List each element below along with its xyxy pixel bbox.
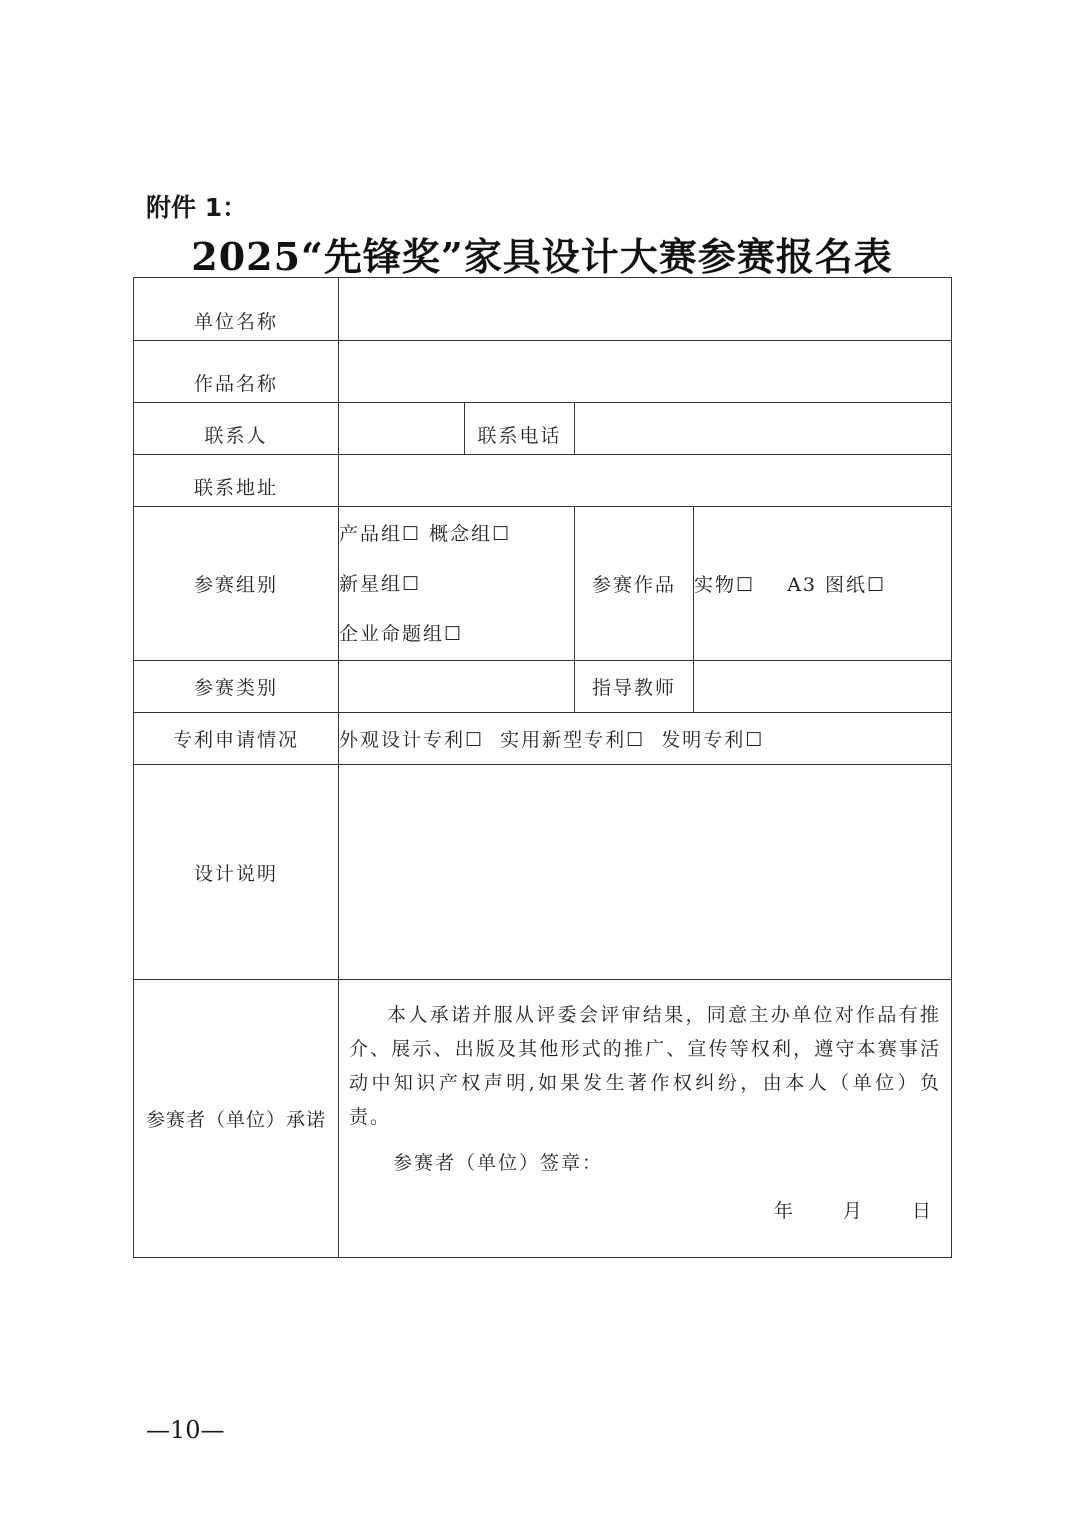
page-number: —10— bbox=[146, 1416, 225, 1444]
row-address bbox=[134, 455, 952, 507]
contact-label: 联系人 bbox=[134, 403, 339, 455]
registration-form-table bbox=[133, 277, 952, 1258]
category-field[interactable] bbox=[339, 661, 575, 713]
teacher-label: 指导教师 bbox=[575, 661, 694, 713]
entry-options[interactable]: 实物☐ A3 图纸☐ bbox=[694, 507, 952, 661]
signature-label: 参赛者（单位）签章： bbox=[393, 1152, 604, 1174]
row-category bbox=[134, 661, 952, 713]
commitment-text: 本人承诺并服从评委会评审结果，同意主办单位对作品有推介、展示、出版及其他形式的推广、宣传等权利，遵守本赛事活动中知识产权声明,如果发生著作权纠纷，由本人（单位）负责。 bbox=[349, 1004, 941, 1128]
group-options bbox=[339, 507, 575, 661]
group-option-line[interactable]: 企业命题组☐ bbox=[339, 622, 464, 645]
patent-options[interactable]: 外观设计专利☐ 实用新型专利☐ 发明专利☐ bbox=[339, 713, 952, 765]
phone-field[interactable] bbox=[575, 403, 952, 455]
work-name-field[interactable] bbox=[339, 341, 952, 403]
commitment-cell bbox=[339, 980, 952, 1258]
row-group bbox=[134, 507, 952, 661]
group-option-line[interactable]: 产品组☐ 概念组☐ bbox=[339, 522, 512, 545]
row-work-name bbox=[134, 341, 952, 403]
unit-name-label: 单位名称 bbox=[134, 278, 339, 341]
teacher-field[interactable] bbox=[694, 661, 952, 713]
row-unit-name bbox=[134, 278, 952, 341]
category-label: 参赛类别 bbox=[134, 661, 339, 713]
row-contact bbox=[134, 403, 952, 455]
date-month: 月 bbox=[842, 1200, 864, 1222]
group-label: 参赛组别 bbox=[134, 507, 339, 661]
date-year: 年 bbox=[773, 1200, 795, 1222]
patent-label: 专利申请情况 bbox=[134, 713, 339, 765]
entry-label: 参赛作品 bbox=[575, 507, 694, 661]
signature-date bbox=[339, 1196, 951, 1223]
address-label: 联系地址 bbox=[134, 455, 339, 507]
contact-field[interactable] bbox=[339, 403, 465, 455]
commit-label: 参赛者（单位）承诺 bbox=[134, 980, 339, 1258]
attachment-label: 附件 1： bbox=[146, 193, 248, 222]
design-label: 设计说明 bbox=[134, 765, 339, 980]
phone-label: 联系电话 bbox=[465, 403, 575, 455]
group-option-line[interactable]: 新星组☐ bbox=[339, 572, 422, 595]
work-name-label: 作品名称 bbox=[134, 341, 339, 403]
date-day: 日 bbox=[911, 1200, 933, 1222]
form-title: 2025“先锋奖”家具设计大赛参赛报名表 bbox=[191, 234, 893, 279]
row-commitment bbox=[134, 980, 952, 1258]
row-patent bbox=[134, 713, 952, 765]
address-field[interactable] bbox=[339, 455, 952, 507]
row-design bbox=[134, 765, 952, 980]
design-description-field[interactable] bbox=[339, 765, 952, 980]
unit-name-field[interactable] bbox=[339, 278, 952, 341]
